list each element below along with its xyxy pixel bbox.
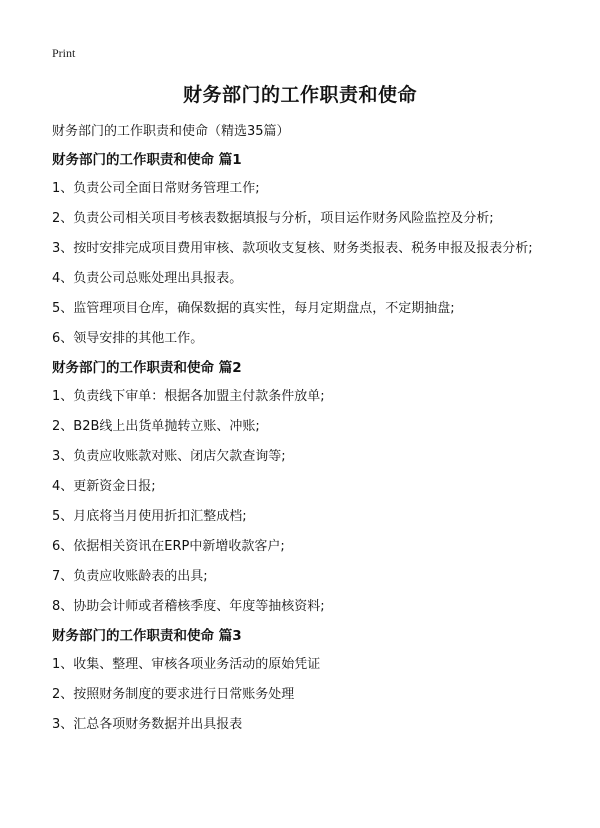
list-item: 4、负责公司总账处理出具报表。 — [52, 271, 243, 286]
list-item: 3、汇总各项财务数据并出具报表 — [52, 717, 243, 732]
list-item: 5、月底将当月使用折扣汇整成档; — [52, 509, 247, 524]
section-heading: 财务部门的工作职责和使命 篇3 — [52, 628, 242, 644]
section-heading: 财务部门的工作职责和使命 篇2 — [52, 360, 242, 376]
list-item: 2、B2B线上出货单抛转立账、冲账; — [52, 419, 260, 434]
document-title: 财务部门的工作职责和使命 — [182, 84, 417, 106]
print-link[interactable]: Print — [52, 46, 76, 60]
list-item: 2、负责公司相关项目考核表数据填报与分析，项目运作财务风险监控及分析; — [52, 211, 494, 226]
document-subtitle: 财务部门的工作职责和使命（精选35篇） — [52, 124, 290, 139]
list-item: 1、负责线下审单：根据各加盟主付款条件放单; — [52, 389, 325, 404]
section-heading: 财务部门的工作职责和使命 篇1 — [52, 152, 242, 168]
list-item: 8、协助会计师或者稽核季度、年度等抽核资料; — [52, 599, 325, 614]
list-item: 1、收集、整理、审核各项业务活动的原始凭证 — [52, 657, 321, 672]
list-item: 6、领导安排的其他工作。 — [52, 331, 204, 346]
document-body — [52, 150, 552, 735]
list-item: 1、负责公司全面日常财务管理工作; — [52, 181, 260, 196]
list-item: 6、依据相关资讯在ERP中新增收款客户; — [52, 539, 285, 554]
list-item: 7、负责应收账龄表的出具; — [52, 569, 208, 584]
list-item: 4、更新资金日报; — [52, 479, 156, 494]
list-item: 3、负责应收账款对账、闭店欠款查询等; — [52, 449, 286, 464]
list-item: 3、按时安排完成项目费用审核、款项收支复核、财务类报表、税务申报及报表分析; — [52, 241, 533, 256]
list-item: 5、监管理项目仓库，确保数据的真实性，每月定期盘点，不定期抽盘; — [52, 301, 455, 316]
list-item: 2、按照财务制度的要求进行日常账务处理 — [52, 687, 295, 702]
